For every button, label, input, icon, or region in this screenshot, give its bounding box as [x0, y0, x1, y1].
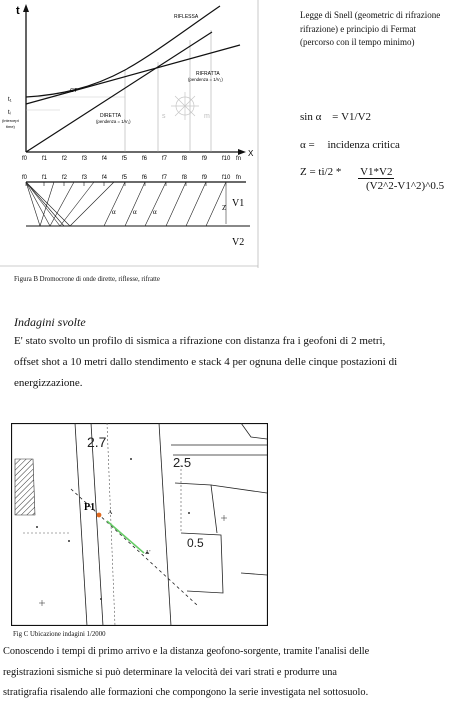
- tick-label-fn: fn: [236, 175, 242, 181]
- tick-label-f8: f8: [182, 175, 188, 181]
- formula-z-num: V1*V2: [360, 166, 393, 178]
- tick-label-f6: f6: [142, 175, 148, 181]
- tick-label-fn: fn: [236, 156, 242, 162]
- formula-sin-left: sin α: [300, 111, 322, 123]
- figure-c-map: [11, 423, 268, 626]
- tick-label-f6: f6: [142, 156, 148, 162]
- label-rifratta: RIFRATTA: [196, 71, 220, 77]
- tick-label-f7: f7: [162, 156, 168, 162]
- snell-line-2: rifrazione) e principio di Fermat: [300, 23, 416, 34]
- t-axis-label: t: [16, 5, 20, 17]
- figure-c-caption: Fig C Ubicazione indagini 1/2000: [13, 631, 106, 638]
- closing-line: Conoscendo i tempi di primo arrivo e la distanza geofono-sorgente, tramite l'analisi delle: [3, 646, 370, 657]
- para-line: E' stato svolto un profilo di sismica a rifrazione con distanza fra i geofoni di 2 metri,: [14, 335, 386, 347]
- svg-text:α: α: [112, 208, 116, 216]
- tick-label-f9: f9: [202, 175, 208, 181]
- figure-b-diagram: [0, 0, 262, 268]
- section-heading: Indagini svolte: [14, 315, 86, 329]
- section-paragraph: [14, 331, 454, 394]
- label-a: A: [108, 510, 113, 516]
- tick-label-f3: f3: [82, 175, 88, 181]
- tick-label-f4: f4: [102, 156, 108, 162]
- formula-z-den: (V2^2-V1^2)^0.5: [366, 180, 445, 192]
- map-number-27: 2.7: [87, 434, 107, 450]
- p1-marker: [97, 513, 102, 518]
- formula-sin: [300, 111, 371, 123]
- tick-label-f10: f10: [222, 175, 231, 181]
- ti-note: (intercept: [2, 118, 19, 123]
- closing-line: stratigrafia risalendo alle formazioni che compongono la serie investigata nel sottosuolo.: [3, 687, 369, 698]
- ct-label: CT: [70, 88, 78, 94]
- tick-label-f2: f2: [62, 175, 68, 181]
- svg-text:α: α: [133, 208, 137, 216]
- svg-text:s: s: [162, 113, 166, 120]
- closing-paragraph: [3, 642, 455, 704]
- label-p1: P1: [84, 502, 96, 513]
- svg-text:α: α: [153, 208, 157, 216]
- tick-label-f7: f7: [162, 175, 168, 181]
- formula-sin-right: = V1/V2: [332, 111, 372, 123]
- tick-label-f0: f0: [22, 156, 28, 162]
- tick-label-f9: f9: [202, 156, 208, 162]
- svg-text:time): time): [6, 124, 15, 129]
- tick-label-f2: f2: [62, 156, 68, 162]
- v1-label: V1: [232, 198, 245, 209]
- label-a-prime: A': [145, 550, 151, 556]
- z-label: Z: [222, 204, 227, 212]
- snell-description: [300, 9, 456, 50]
- map-number-25: 2.5: [173, 455, 192, 470]
- tick-label-f3: f3: [82, 156, 88, 162]
- tick-label-f5: f5: [122, 156, 128, 162]
- snell-line-1: Legge di Snell (geometric di rifrazione: [300, 10, 441, 20]
- closing-line: registrazioni sismiche si può determinare la velocità dei vari strati e produrre una: [3, 666, 337, 678]
- label-diretta: DIRETTA: [100, 113, 122, 119]
- para-line: energizzazione.: [14, 377, 83, 389]
- tick-label-f4: f4: [102, 175, 108, 181]
- label-diretta-sub: (pendenza = 1/V₁): [96, 119, 131, 124]
- v2-label: V2: [232, 237, 245, 248]
- formula-z-left: Z = ti/2 *: [300, 166, 342, 178]
- figure-b-caption: Figura B Dromocrone di onde dirette, riflesse, rifratte: [14, 276, 160, 283]
- compass-rose-icon: [171, 92, 199, 120]
- tick-label-f1: f1: [42, 156, 48, 162]
- formula-alpha-right: incidenza critica: [327, 139, 400, 151]
- formula-alpha-left: α =: [300, 139, 315, 151]
- tick-label-f5: f5: [122, 175, 128, 181]
- tick-label-f1: f1: [42, 175, 48, 181]
- tick-label-f0: f0: [22, 175, 28, 181]
- x-axis-label: X: [248, 149, 254, 158]
- para-line: offset shot a 10 metri dallo stendimento e stack 4 per ognuna delle cinque postazioni di: [14, 356, 398, 368]
- tick-label-f10: f10: [222, 156, 231, 162]
- snell-line-3: (percorso con il tempo minimo): [300, 37, 415, 47]
- ti-label: tᵢ: [8, 110, 11, 116]
- svg-text:m: m: [204, 113, 210, 120]
- formula-alpha: [300, 139, 400, 151]
- tick-label-f8: f8: [182, 156, 188, 162]
- label-rifratta-sub: (pendenza = 1/V₂): [188, 77, 223, 82]
- label-riflessa: RIFLESSA: [174, 14, 199, 20]
- formula-z: [300, 166, 458, 179]
- map-number-05: 0.5: [187, 536, 204, 550]
- t1-label: t₁: [8, 97, 12, 103]
